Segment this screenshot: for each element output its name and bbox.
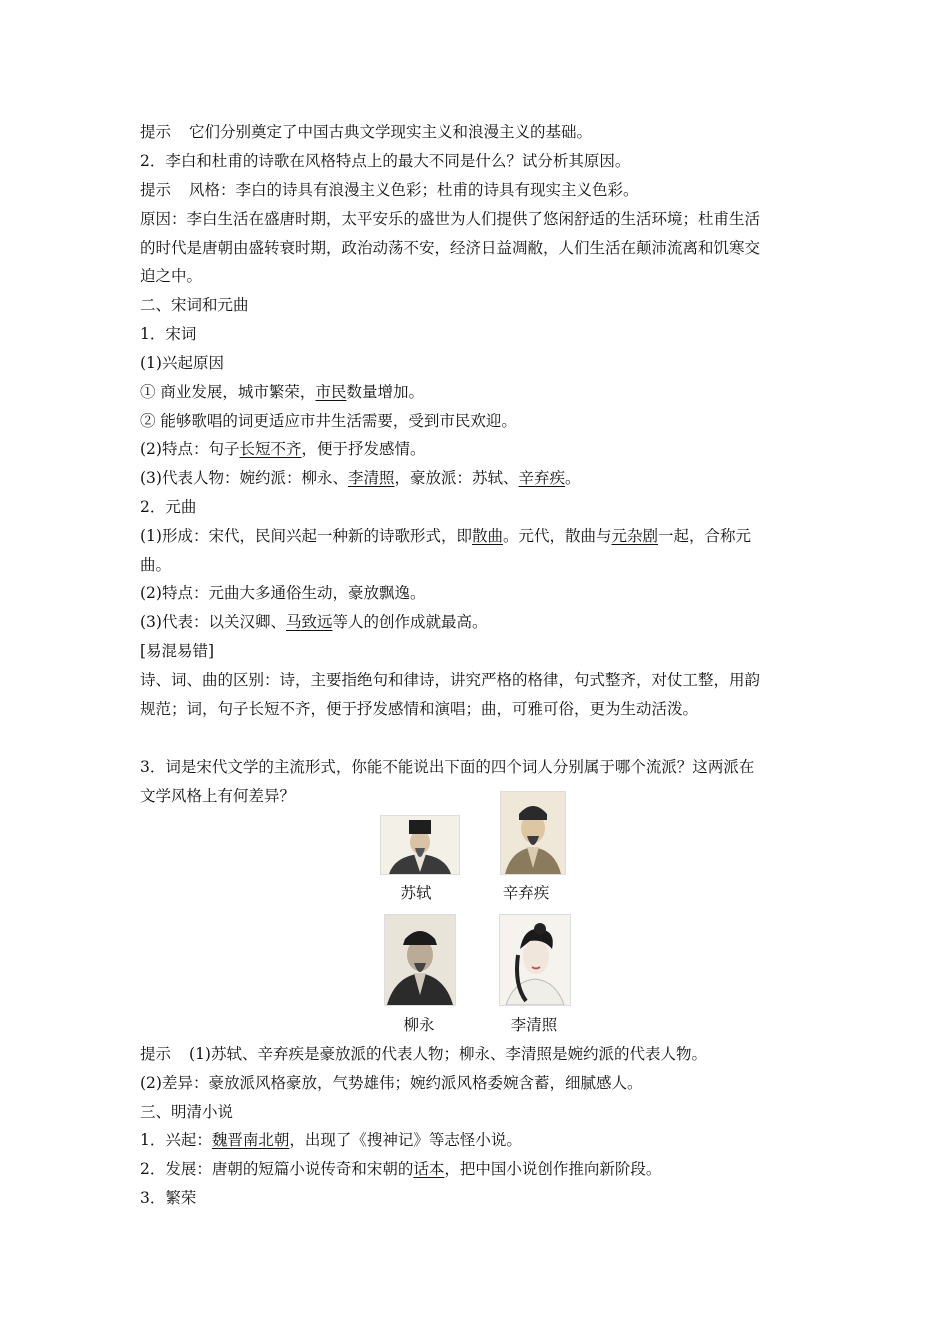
caption-xin-qiji: 辛弃疾: [502, 884, 550, 902]
section-heading-ming-qing: 三、明清小说: [140, 1103, 234, 1121]
hint-text: 风格：李白的诗具有浪漫主义色彩；杜甫的诗具有现实主义色彩。: [189, 181, 639, 199]
text-part: ，豪放派：苏轼、: [394, 469, 519, 487]
reason-line-1: 原因：李白生活在盛唐时期，太平安乐的盛世为人们提供了悠闲舒适的生活环境；杜甫生活: [140, 210, 761, 228]
keyword-underlined: 元杂剧: [611, 527, 659, 545]
confusion-heading: [易混易错]: [140, 642, 215, 660]
hint-label: 提示: [140, 1045, 172, 1063]
keyword-underlined: 话本: [413, 1160, 445, 1178]
caption-su-shi: 苏轼: [400, 884, 432, 902]
question-3: 3．词是宋代文学的主流形式，你能不能说出下面的四个词人分别属于哪个流派？这两派在: [140, 758, 755, 776]
portrait-su-shi: [380, 815, 460, 875]
question-3-cont: 文学风格上有何差异？: [140, 787, 296, 805]
text-part: 一起，合称元: [658, 527, 752, 545]
text-part: ，便于抒发感情。: [301, 440, 426, 458]
item-yuan-feature: (2)特点：元曲大多通俗生动，豪放飘逸。: [140, 584, 426, 602]
text-part: (2)特点：句子: [140, 440, 240, 458]
text-part: (1)形成：宋代，民间兴起一种新的诗歌形式，即: [140, 527, 472, 545]
item-novel-development: [140, 1159, 820, 1179]
text-part: (3)代表：以关汉卿、: [140, 613, 286, 631]
text-part: ① 商业发展，城市繁荣，: [140, 383, 316, 401]
keyword-underlined: 长短不齐: [239, 440, 302, 458]
text-part: 2．发展：唐朝的短篇小说传奇和宋朝的: [140, 1160, 414, 1178]
hint-text: 它们分别奠定了中国古典文学现实主义和浪漫主义的基础。: [189, 123, 593, 141]
item-feature: [140, 439, 820, 459]
section-heading-song-yuan: 二、宋词和元曲: [140, 296, 249, 314]
item-origin-1: [140, 382, 820, 402]
answer-difference: (2)差异：豪放派风格豪放，气势雄伟；婉约派风格委婉含蓄，细腻感人。: [140, 1074, 643, 1092]
reason-line-3: 迫之中。: [140, 267, 203, 285]
item-representatives: [140, 468, 820, 488]
caption-liu-yong: 柳永: [403, 1016, 435, 1034]
confusion-text-2: 规范；词，句子长短不齐，便于抒发感情和演唱；曲，可雅可俗，更为生动活泼。: [140, 700, 699, 718]
hint-text: (1)苏轼、辛弃疾是豪放派的代表人物；柳永、李清照是婉约派的代表人物。: [189, 1045, 707, 1063]
answer-hint-1: [140, 122, 820, 142]
text-part: 数量增加。: [346, 383, 424, 401]
hint-label: 提示: [140, 123, 172, 141]
item-origin: (1)兴起原因: [140, 354, 224, 372]
keyword-underlined: 李清照: [347, 469, 395, 487]
hint-label: 提示: [140, 181, 172, 199]
item-novel-prosperity: 3．繁荣: [140, 1189, 197, 1207]
portrait-xin-qiji: [500, 791, 566, 875]
keyword-underlined: 市民: [315, 383, 347, 401]
portrait-liu-yong-image: [385, 915, 455, 1005]
subheading-yuan-qu: 2．元曲: [140, 498, 197, 516]
text-part: ，出现了《搜神记》等志怪小说。: [289, 1131, 522, 1149]
item-formation-cont: 曲。: [140, 556, 172, 574]
portrait-liu-yong: [384, 914, 456, 1006]
confusion-text-1: 诗、词、曲的区别：诗，主要指绝句和律诗，讲究严格的格律，句式整齐，对仗工整，用韵: [140, 671, 761, 689]
answer-hint-3: [140, 1044, 820, 1064]
text-part: 等人的创作成就最高。: [332, 613, 488, 631]
caption-li-qingzhao: 李清照: [510, 1016, 558, 1034]
keyword-underlined: 散曲: [471, 527, 503, 545]
portrait-li-qingzhao-image: [500, 915, 570, 1005]
portrait-xin-qiji-image: [501, 792, 565, 874]
keyword-underlined: 魏晋南北朝: [211, 1131, 290, 1149]
keyword-underlined: 辛弃疾: [518, 469, 566, 487]
text-part: (3)代表人物：婉约派：柳永、: [140, 469, 348, 487]
reason-line-2: 的时代是唐朝由盛转衰时期，政治动荡不安，经济日益凋敝，人们生活在颠沛流离和饥寒交: [140, 239, 761, 257]
text-part: ，把中国小说创作推向新阶段。: [444, 1160, 662, 1178]
keyword-underlined: 马致远: [285, 613, 333, 631]
item-yuan-representatives: [140, 612, 820, 632]
text-part: 。元代，散曲与: [502, 527, 612, 545]
item-novel-origin: [140, 1130, 820, 1150]
text-part: 。: [565, 469, 581, 487]
item-formation: [140, 526, 820, 546]
portrait-su-shi-image: [381, 816, 459, 874]
portrait-li-qingzhao: [499, 914, 571, 1006]
answer-hint-2: [140, 180, 820, 200]
item-origin-2: ② 能够歌唱的词更适应市井生活需要，受到市民欢迎。: [140, 412, 517, 430]
text-part: 1．兴起：: [140, 1131, 212, 1149]
subheading-song-ci: 1．宋词: [140, 325, 197, 343]
question-2: 2．李白和杜甫的诗歌在风格特点上的最大不同是什么？试分析其原因。: [140, 152, 631, 170]
